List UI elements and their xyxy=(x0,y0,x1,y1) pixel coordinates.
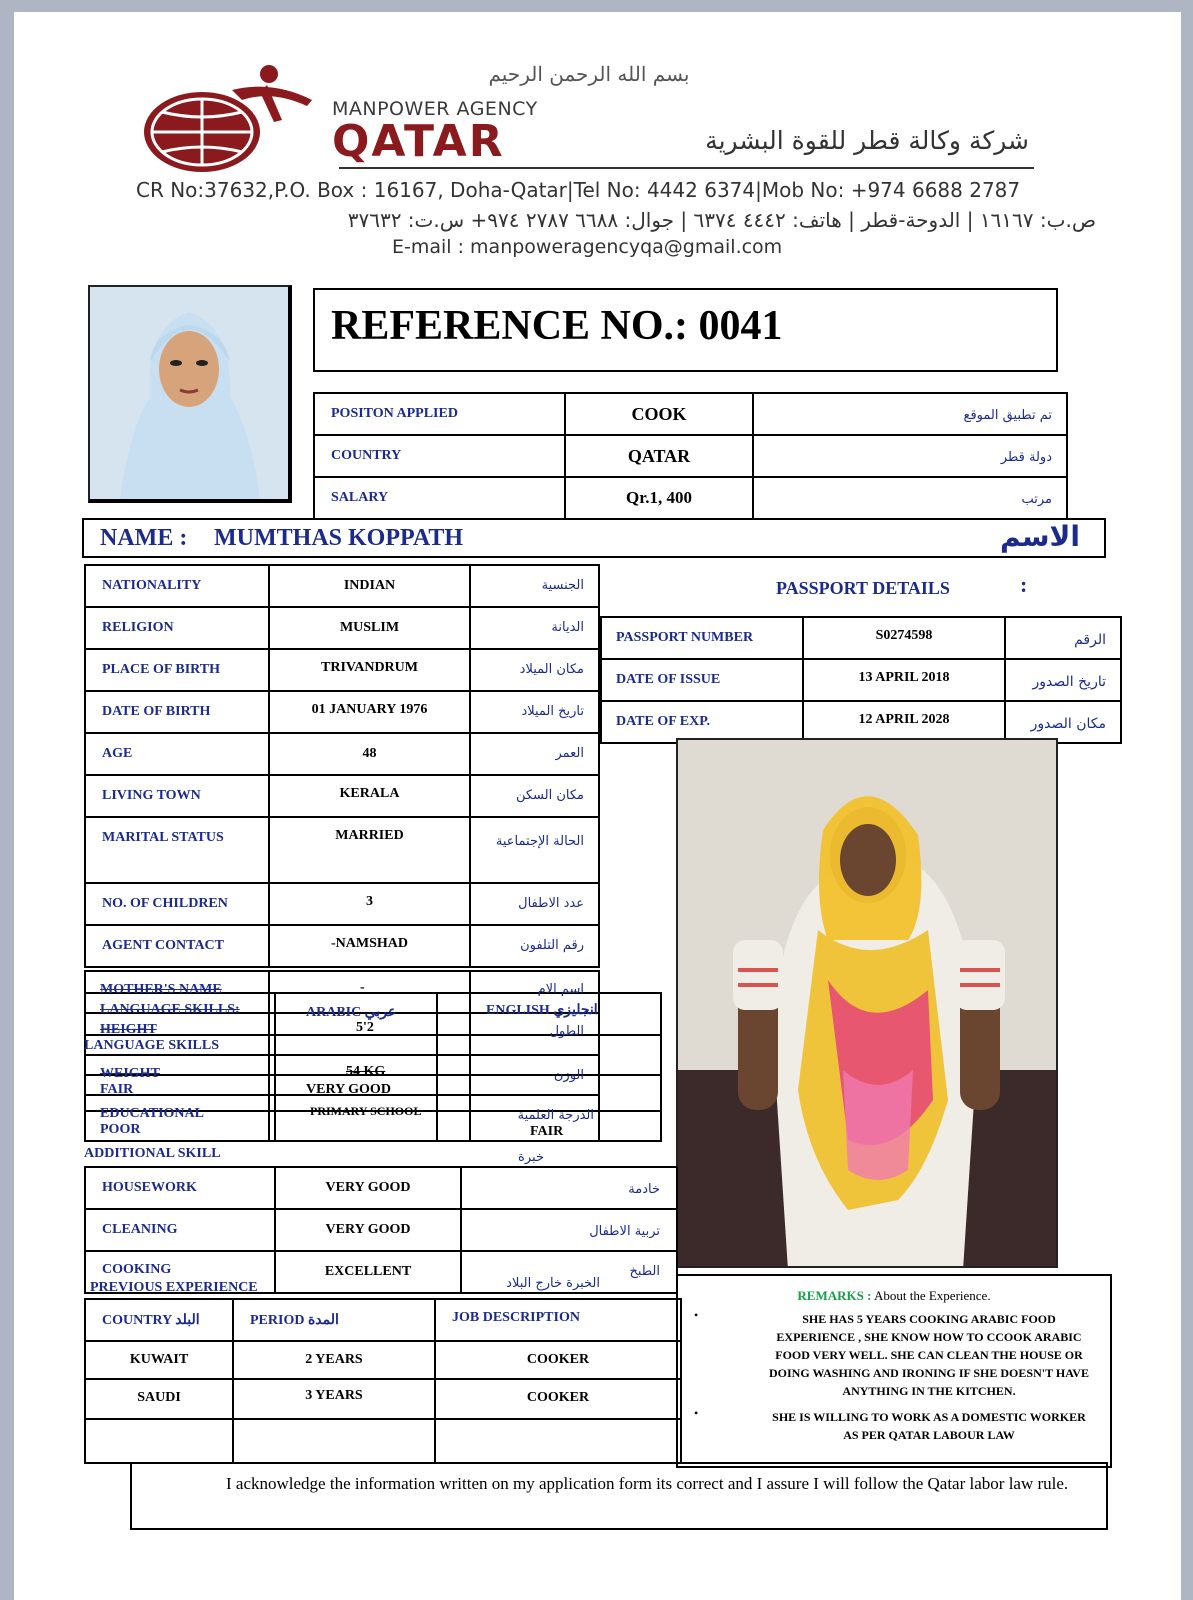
children-value: 3 xyxy=(366,894,373,909)
experience-table xyxy=(84,1298,682,1464)
remarks-title: REMARKS : xyxy=(797,1288,872,1303)
country-arabic: دولة قطر xyxy=(1000,450,1052,465)
overlap-zone xyxy=(84,970,684,1182)
fair-label: FAIR xyxy=(100,1082,134,1097)
weight-arabic: الوزن xyxy=(553,1068,584,1083)
position-value: COOK xyxy=(631,404,687,424)
cooking-label: COOKING xyxy=(102,1262,172,1277)
english-header: ENGLISH انجليزي xyxy=(486,1003,598,1018)
passport-number-value: S0274598 xyxy=(875,628,933,643)
profile-photo xyxy=(88,285,292,503)
cooking-value: EXCELLENT xyxy=(324,1264,412,1279)
reference-box xyxy=(313,288,1058,372)
language-skills-colon-label: LANGUAGE SKILLS: xyxy=(100,1002,240,1017)
name-label: NAME : xyxy=(100,525,188,551)
exp-header-job: JOB DESCRIPTION xyxy=(452,1310,580,1325)
name-bar xyxy=(82,518,1106,558)
name-value: MUMTHAS KOPPATH xyxy=(214,525,464,551)
educational-label: EDUCATIONAL xyxy=(100,1106,204,1121)
remarks-box xyxy=(676,1274,1112,1468)
marital-status-value: MARRIED xyxy=(335,828,404,843)
children-arabic: عدد الاطفال xyxy=(518,896,584,911)
place-of-birth-value: TRIVANDRUM xyxy=(321,660,418,675)
exp-row-2-job: COOKER xyxy=(526,1390,590,1405)
religion-value: MUSLIM xyxy=(339,620,400,635)
date-of-exp-label: DATE OF EXP. xyxy=(616,714,710,729)
mothers-name-label: MOTHER'S NAME xyxy=(100,982,222,997)
personal-table xyxy=(84,564,600,984)
fair-value: FAIR xyxy=(530,1124,564,1139)
place-of-birth-arabic: مكان الميلاد xyxy=(519,662,584,677)
passport-number-label: PASSPORT NUMBER xyxy=(616,630,754,645)
age-label: AGE xyxy=(102,746,133,761)
agent-contact-label: AGENT CONTACT xyxy=(102,938,225,953)
primary-school-value: PRIMARY SCHOOL xyxy=(310,1104,422,1118)
passport-title: PASSPORT DETAILS xyxy=(776,578,950,598)
position-table xyxy=(313,392,1068,520)
date-of-birth-label: DATE OF BIRTH xyxy=(102,704,211,719)
country-value: QATAR xyxy=(627,446,691,466)
exp-row-2-country: SAUDI xyxy=(137,1390,181,1405)
agency-name-line1: MANPOWER AGENCY xyxy=(332,98,538,120)
marital-status-label: MARITAL STATUS xyxy=(102,830,224,845)
nationality-value: INDIAN xyxy=(343,578,396,593)
very-good-value: VERY GOOD xyxy=(306,1082,391,1097)
poor-label: POOR xyxy=(100,1122,141,1137)
weight-value: 54 KG xyxy=(346,1064,386,1079)
arabic-header: ARABIC عربي xyxy=(306,1005,397,1020)
exp-row-2-period: 3 YEARS xyxy=(305,1388,363,1403)
date-of-exp-arabic: مكان الصدور xyxy=(1030,716,1106,732)
date-of-birth-value: 01 JANUARY 1976 xyxy=(311,702,428,717)
exp-row-1-period: 2 YEARS xyxy=(305,1352,363,1367)
previous-experience-arabic: الخبرة خارج البلاد xyxy=(506,1276,600,1291)
height-arabic: الطول xyxy=(549,1024,584,1039)
religion-label: RELIGION xyxy=(102,620,174,635)
cv-page xyxy=(14,12,1181,1600)
exp-row-1-job: COOKER xyxy=(526,1352,590,1367)
height-label: HEIGHT xyxy=(100,1022,157,1037)
contact-arabic: ص.ب: ١٦١٦٧ | الدوحة-قطر | هاتف: ٤٤٤٢ ٦٣٧٤ | جوال: ٦٦٨٨ ٢٧٨٧ ٩٧٤+ س.ت: ٣٧٦٣٢ xyxy=(347,208,1096,232)
cleaning-arabic: تربية الاطفال xyxy=(589,1224,660,1239)
agency-logo xyxy=(132,60,332,180)
age-value: 48 xyxy=(362,746,377,761)
salary-label: SALARY xyxy=(331,490,389,505)
nationality-arabic: الجنسية xyxy=(541,578,584,593)
cooking-arabic: الطبخ xyxy=(629,1264,660,1279)
additional-skill-label: ADDITIONAL SKILL xyxy=(84,1146,221,1161)
reference-number: REFERENCE NO.: 0041 xyxy=(331,303,783,349)
place-of-birth-label: PLACE OF BIRTH xyxy=(102,662,221,677)
previous-experience-title: PREVIOUS EXPERIENCE xyxy=(90,1280,258,1295)
acknowledgement-box xyxy=(130,1462,1108,1530)
passport-colon: : xyxy=(1020,572,1028,597)
agency-name-arabic: شركة وكالة قطر للقوة البشرية xyxy=(705,126,1029,155)
date-of-birth-arabic: تاريخ الميلاد xyxy=(521,704,584,719)
contact-english: CR No:37632,P.O. Box : 16167, Doha-Qatar|Tel No: 4442 6374|Mob No: +974 6688 2787 xyxy=(136,178,1021,202)
salary-value: Qr.1, 400 xyxy=(626,488,692,507)
skills-table xyxy=(84,1166,678,1294)
nationality-label: NATIONALITY xyxy=(102,578,202,593)
mothers-name-arabic: اسم الام xyxy=(537,982,584,997)
passport-number-arabic: الرقم xyxy=(1074,632,1106,648)
full-body-photo xyxy=(676,738,1058,1268)
header-rule xyxy=(339,167,1034,169)
religion-arabic: الديانة xyxy=(551,620,584,635)
remarks-bullet-1-marker: • xyxy=(694,1308,699,1322)
date-of-issue-value: 13 APRIL 2018 xyxy=(858,670,950,685)
mothers-name-value: - xyxy=(360,980,365,995)
position-label: POSITON APPLIED xyxy=(331,406,458,421)
exp-header-country: COUNTRY البلد xyxy=(102,1313,200,1328)
marital-status-arabic: الحالة الإجتماعية xyxy=(495,834,584,849)
contact-email: E-mail : manpoweragencyqa@gmail.com xyxy=(392,236,783,258)
housework-arabic: خادمة xyxy=(628,1182,660,1197)
height-value: 5'2 xyxy=(356,1020,374,1035)
passport-table xyxy=(600,616,1122,744)
agent-contact-value: -NAMSHAD xyxy=(331,936,408,951)
date-of-exp-value: 12 APRIL 2028 xyxy=(858,712,950,727)
age-arabic: العمر xyxy=(555,746,584,761)
remarks-bullet-1: SHE HAS 5 YEARS COOKING ARABIC FOOD EXPERIENCE , SHE KNOW HOW TO CCOOK ARABIC FOOD VERY WELL. SHE CAN CLEAN THE HOUSE OR DOING WASHING AND IRONING IF SHE DOESN'T HAVE ANYTHING IN THE KITCHEN. xyxy=(769,1312,1089,1398)
acknowledgement-text: I acknowledge the information written on my application form its correct and I assure I will follow the Qatar labor law rule. xyxy=(226,1474,1069,1493)
date-of-issue-label: DATE OF ISSUE xyxy=(616,672,721,687)
exp-row-1-country: KUWAIT xyxy=(129,1352,189,1367)
position-arabic: تم تطبيق الموقع xyxy=(963,408,1052,423)
housework-label: HOUSEWORK xyxy=(102,1180,197,1195)
salary-arabic: مرتب xyxy=(1021,492,1052,507)
agency-name-line2: QATAR xyxy=(332,116,505,167)
name-arabic: الاسم xyxy=(1000,520,1080,553)
living-town-arabic: مكان السكن xyxy=(515,788,584,803)
living-town-label: LIVING TOWN xyxy=(102,788,201,803)
remarks-bullet-2: SHE IS WILLING TO WORK AS A DOMESTIC WORKER AS PER QATAR LABOUR LAW xyxy=(772,1410,1086,1442)
agent-contact-arabic: رقم التلفون xyxy=(520,938,584,953)
weight-label: WEIGHT xyxy=(100,1066,160,1081)
language-skills-label: LANGUAGE SKILLS xyxy=(84,1038,219,1053)
cleaning-label: CLEANING xyxy=(102,1222,178,1237)
living-town-value: KERALA xyxy=(339,786,400,801)
children-label: NO. OF CHILDREN xyxy=(102,896,228,911)
exp-header-period: PERIOD المدة xyxy=(250,1313,339,1328)
educational-arabic: الدرجة العلمية xyxy=(517,1108,594,1123)
housework-value: VERY GOOD xyxy=(325,1180,411,1195)
remarks-heading xyxy=(678,1288,1110,1304)
country-label: COUNTRY xyxy=(331,448,402,463)
remarks-subtitle: About the Experience. xyxy=(873,1288,991,1303)
experience-arabic: خبرة xyxy=(518,1150,544,1165)
remarks-bullet-2-marker: • xyxy=(694,1406,699,1420)
date-of-issue-arabic: تاريخ الصدور xyxy=(1032,674,1106,690)
cleaning-value: VERY GOOD xyxy=(325,1222,411,1237)
bismillah: بسم الله الرحمن الرحيم xyxy=(488,62,690,86)
